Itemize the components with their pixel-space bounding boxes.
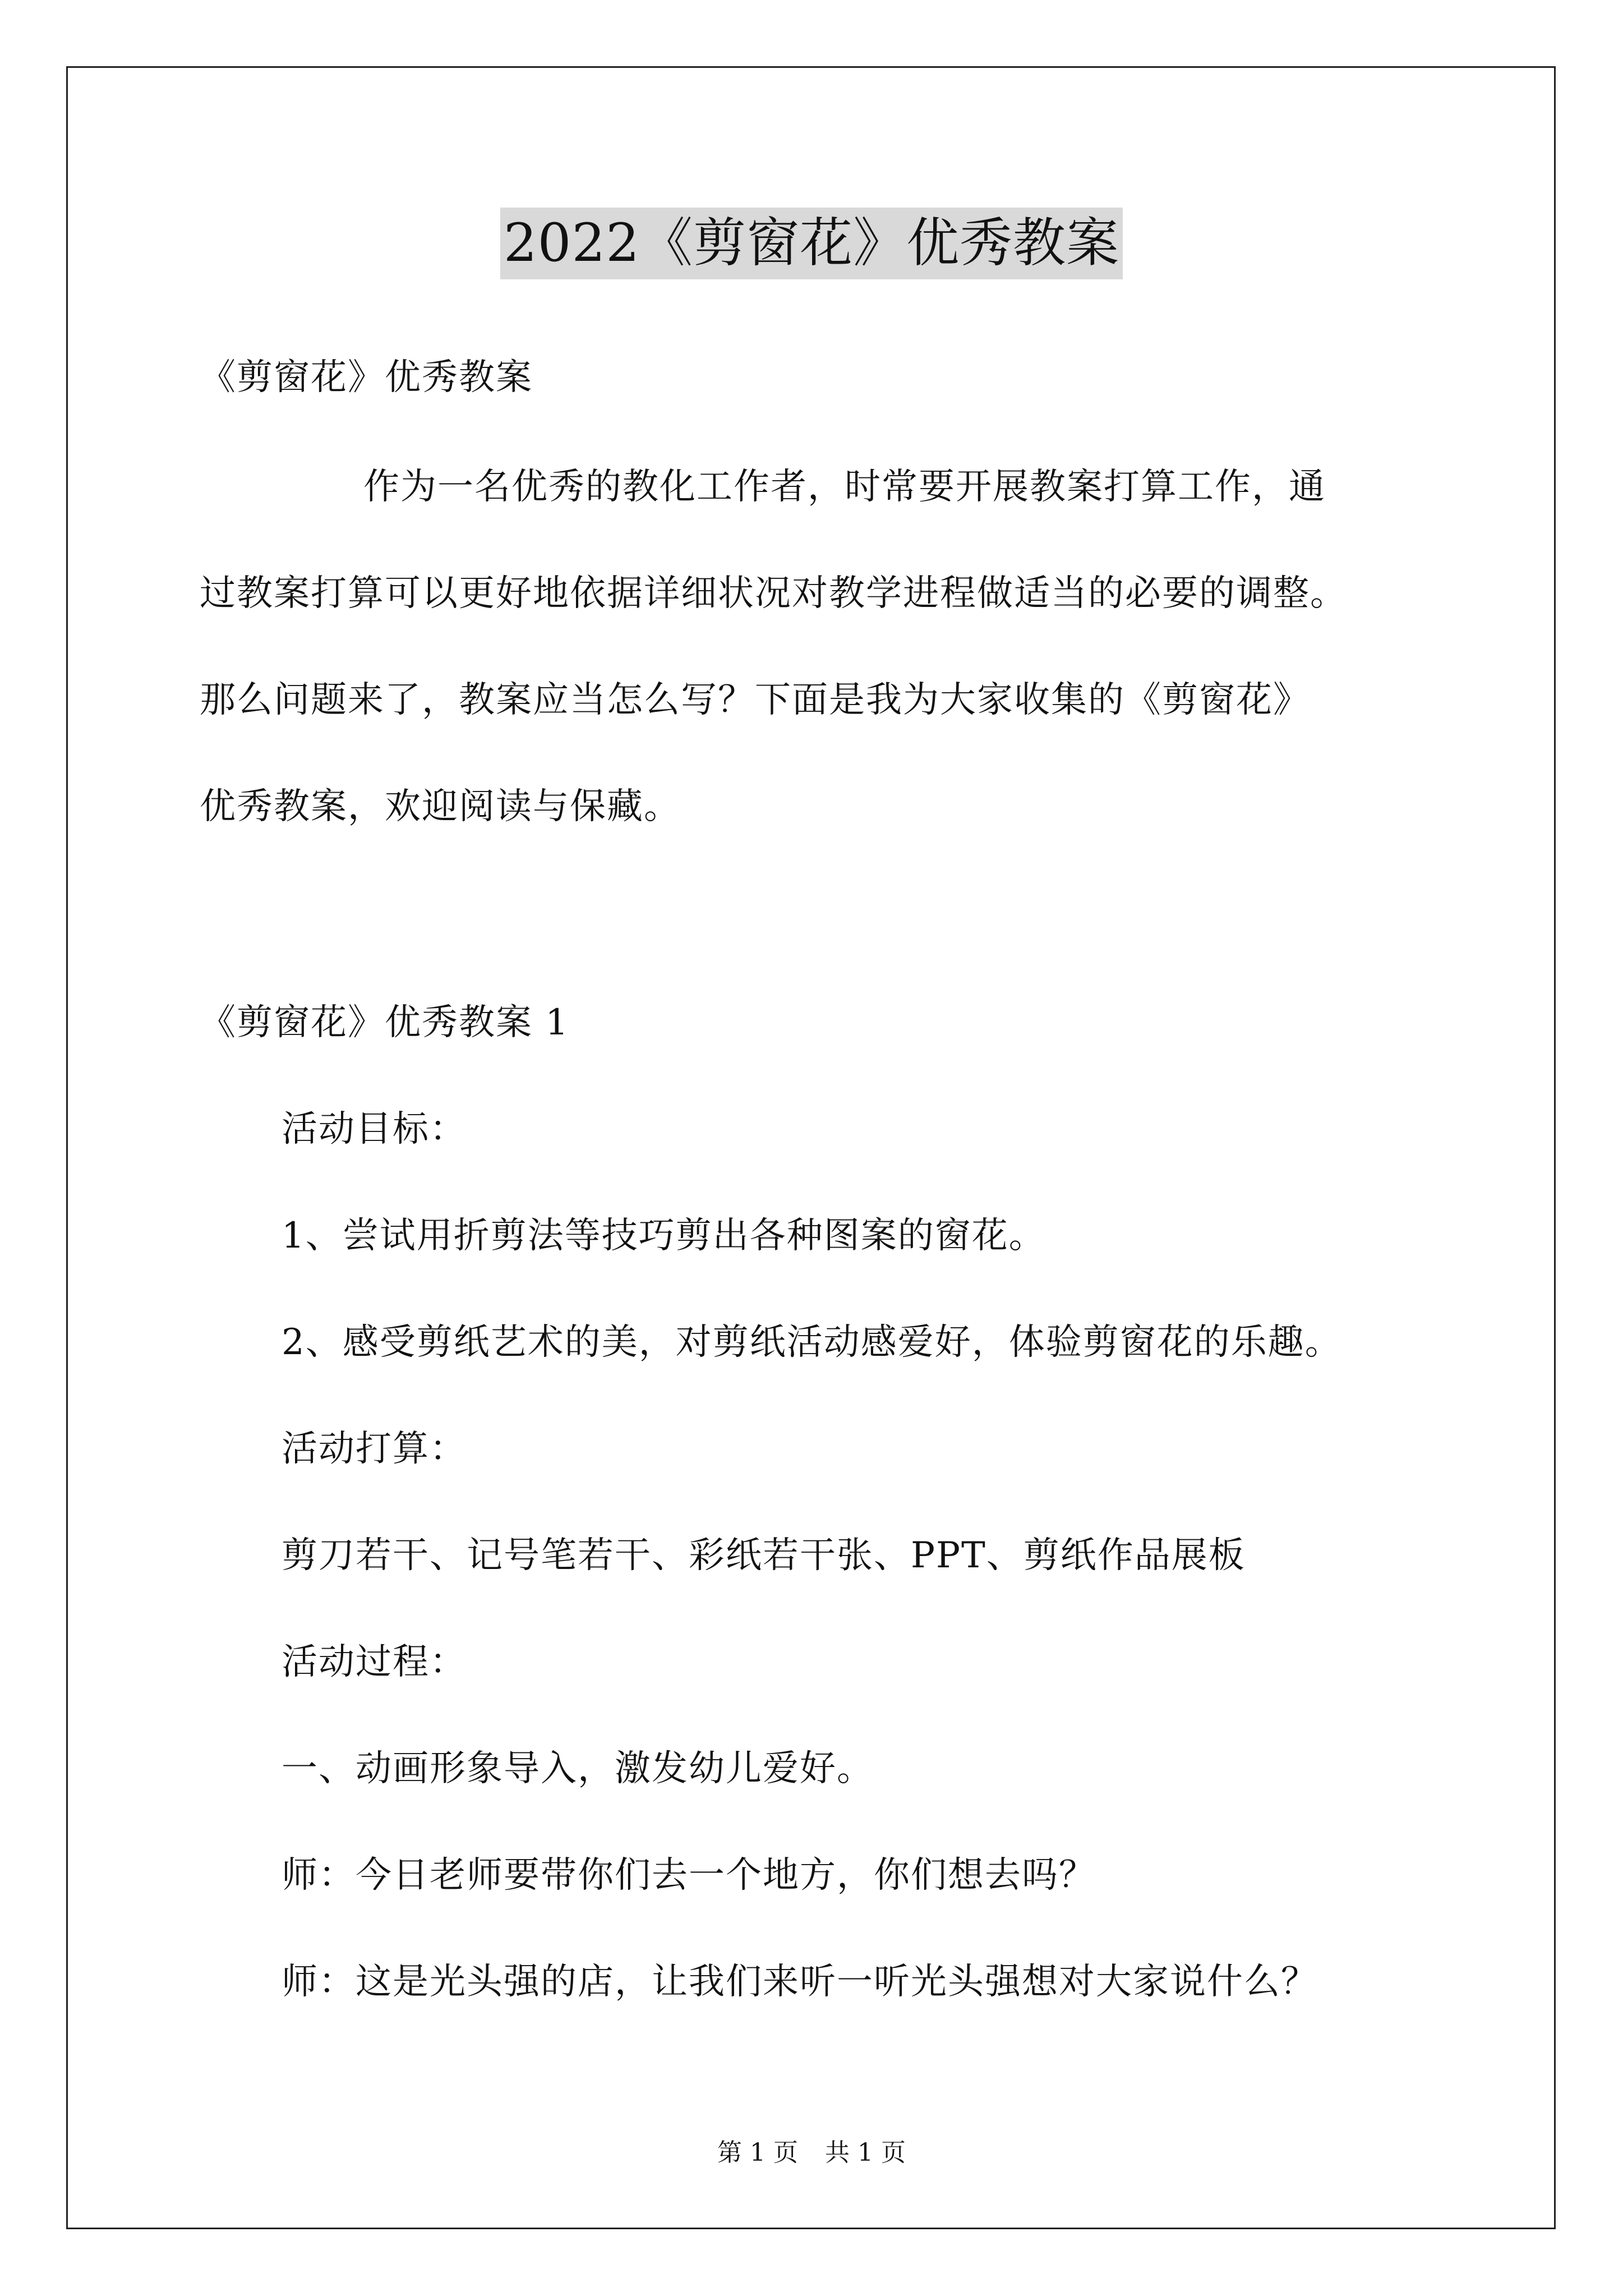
page-total: 共 1 页 [825, 2138, 906, 2167]
section-heading: 《剪窗花》优秀教案 1 [200, 1002, 570, 1043]
intro-line: 作为一名优秀的教化工作者，时常要开展教案打算工作，通 [363, 466, 1326, 508]
page-number: 第 1 页 [717, 2138, 798, 2167]
intro-line: 那么问题来了，教案应当怎么写？下面是我为大家收集的《剪窗花》 [200, 679, 1310, 721]
subtitle: 《剪窗花》优秀教案 [200, 357, 533, 398]
body-line: 师：今日老师要带你们去一个地方，你们想去吗？ [282, 1855, 1096, 1896]
title-container [0, 208, 1623, 279]
page-footer [0, 2136, 1623, 2170]
body-line: 1、尝试用折剪法等技巧剪出各种图案的窗花。 [282, 1215, 1046, 1257]
body-line: 一、动画形象导入，激发幼儿爱好。 [282, 1748, 874, 1789]
body-line: 活动目标： [282, 1108, 467, 1150]
body-line: 师：这是光头强的店，让我们来听一听光头强想对大家说什么？ [282, 1961, 1318, 2003]
body-line: 活动过程： [282, 1641, 467, 1683]
body-line: 活动打算： [282, 1428, 467, 1470]
intro-line: 优秀教案，欢迎阅读与保藏。 [200, 786, 681, 827]
document-title: 2022《剪窗花》优秀教案 [500, 208, 1123, 279]
body-line: 2、感受剪纸艺术的美，对剪纸活动感爱好，体验剪窗花的乐趣。 [282, 1322, 1342, 1363]
intro-line: 过教案打算可以更好地依据详细状况对教学进程做适当的必要的调整。 [200, 573, 1347, 614]
body-line: 剪刀若干、记号笔若干、彩纸若干张、PPT、剪纸作品展板 [282, 1535, 1246, 1576]
